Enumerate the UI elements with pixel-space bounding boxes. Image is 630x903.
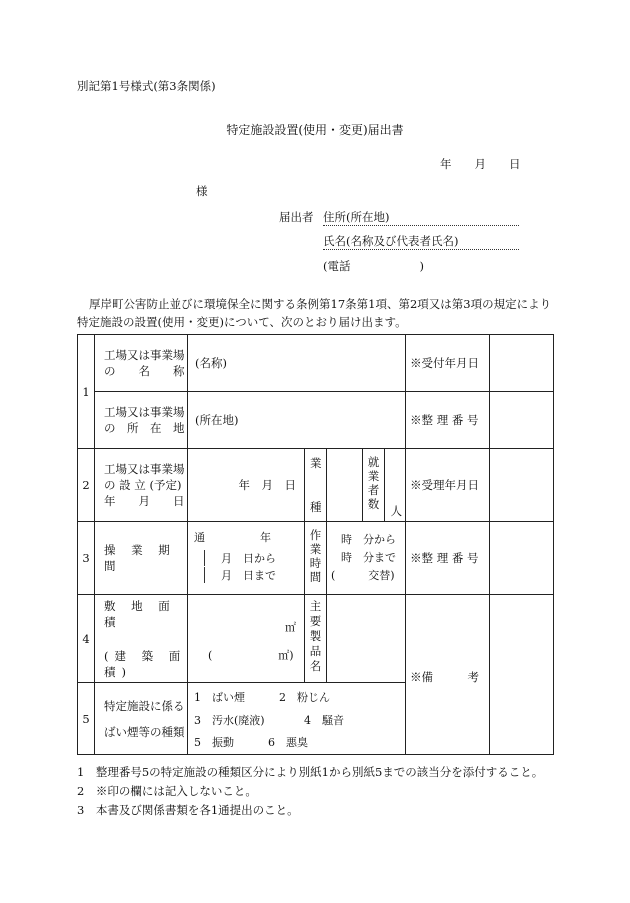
facility-name-cell[interactable]: (名称) [188,335,406,392]
industry-label: 業 種 [305,449,327,522]
option-noise[interactable]: 4 騒音 [304,714,344,727]
note-2: 2 ※印の欄には記入しないこと。 [77,784,257,798]
facility-address-label: 工場又は事業場 の 所 在 地 [95,392,188,449]
row-number-5: 5 [78,683,95,755]
applicant-address-field[interactable] [323,209,519,226]
page-title: 特定施設設置(使用・変更)届出書 [226,123,404,137]
establishment-date-label: 工場又は事業場 の 設 立 (予定) 年 月 日 [95,449,188,522]
option-wastewater[interactable]: 3 汚水(廃液) [194,714,265,727]
option-odor[interactable]: 6 悪臭 [268,736,308,749]
applicant-phone-field[interactable]: (電話 ) [323,259,424,273]
form-id: 別記第1号様式(第3条関係) [77,79,216,93]
note-1: 1 整理番号5の特定施設の種類区分により別紙1から別紙5までの該当分を添付すること。 [77,765,544,779]
work-hours-cell[interactable]: 時 分から 時 分まで ( 交替) [327,522,406,595]
work-hours-label: 作業時間 [305,522,327,595]
remarks-label: ※備 考 [406,595,490,755]
office-accepted-date-cell [490,449,554,522]
main-products-cell[interactable] [327,595,406,683]
office-accepted-date-label: ※受理年月日 [406,449,490,522]
office-received-date-cell [490,335,554,392]
note-3: 3 本書及び関係書類を各1通提出のこと。 [77,803,299,817]
addressee-suffix: 様 [196,184,208,198]
workers-cell[interactable]: 人 [385,449,406,522]
establishment-date-cell[interactable]: 年 月 日 [188,449,305,522]
date-line: 年 月 日 [440,157,521,171]
emission-type-options[interactable] [188,683,406,755]
office-received-date-label: ※受付年月日 [406,335,490,392]
office-number-cell-1 [490,392,554,449]
site-area-label: 敷 地 面 積 (建 築 面 積) [95,595,188,683]
office-number-label-2: ※整 理 番 号 [406,522,490,595]
office-number-cell-2 [490,522,554,595]
main-products-label: 主要製品名 [305,595,327,683]
option-dust[interactable]: 2 粉じん [279,691,330,704]
operation-period-cell[interactable]: 通 年 月 日から 月 日まで [188,522,305,595]
row-number-3: 3 [78,522,95,595]
option-smoke[interactable]: 1 ばい煙 [194,691,245,704]
facility-name-label: 工場又は事業場 の 名 称 [95,335,188,392]
row-number-4: 4 [78,595,95,683]
row-number-2: 2 [78,449,95,522]
name-label: 氏名(名称及び代表者氏名) [323,234,459,248]
workers-label: 就業者数 [363,449,385,522]
operation-period-label: 操 業 期 間 [95,522,188,595]
body-text-line-1: 厚岸町公害防止並びに環境保全に関する条例第17条第1項、第2項又は第3項の規定により [89,297,552,311]
body-text-line-2: 特定施設の設置(使用・変更)について、次のとおり届け出ます。 [77,315,407,329]
facility-address-cell[interactable]: (所在地) [188,392,406,449]
option-vibration[interactable]: 5 振動 [194,736,234,749]
applicant-name-field[interactable] [323,233,519,250]
site-area-cell[interactable]: ㎡ ( ㎡) [188,595,305,683]
row-number-1: 1 [78,335,95,449]
remarks-cell [490,595,554,755]
address-label: 住所(所在地) [323,210,390,224]
application-table [77,334,554,755]
industry-cell[interactable] [327,449,363,522]
applicant-label: 届出者 [279,210,314,224]
emission-type-label: 特定施設に係る ばい煙等の種類 [95,683,188,755]
office-number-label-1: ※整 理 番 号 [406,392,490,449]
